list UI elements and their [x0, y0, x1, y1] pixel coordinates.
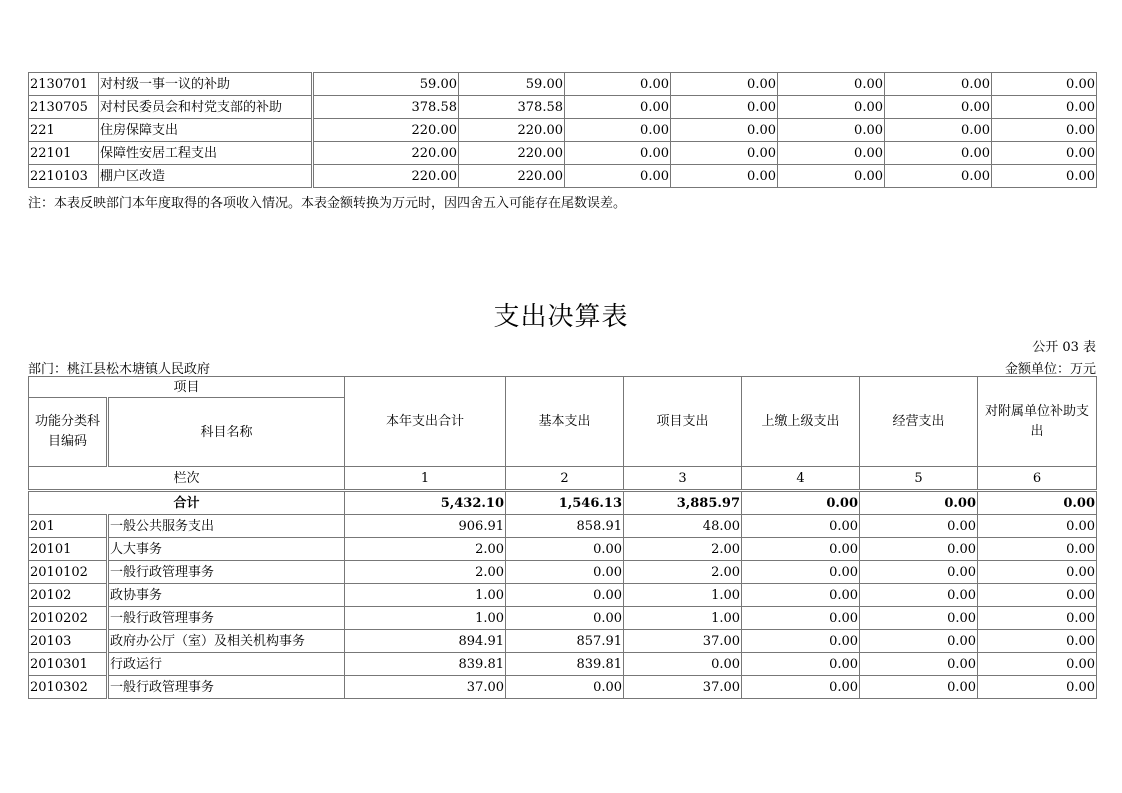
column-number: 2 — [506, 467, 624, 491]
table-row — [29, 676, 1097, 699]
row-value: 839.81 — [345, 653, 506, 676]
row-name: 一般行政管理事务 — [108, 676, 345, 699]
row-value: 0.00 — [978, 630, 1097, 653]
row-value: 0.00 — [885, 73, 992, 96]
row-code: 20102 — [29, 584, 108, 607]
income-table-continuation — [28, 72, 1097, 188]
row-code: 2130701 — [29, 73, 99, 96]
row-value: 0.00 — [778, 142, 885, 165]
row-value: 0.00 — [860, 515, 978, 538]
row-value: 857.91 — [506, 630, 624, 653]
row-value: 37.00 — [345, 676, 506, 699]
row-value: 378.58 — [459, 96, 565, 119]
row-value: 0.00 — [978, 607, 1097, 630]
row-name: 对村民委员会和村党支部的补助 — [99, 96, 313, 119]
header-col-basic: 基本支出 — [506, 377, 624, 467]
column-number: 3 — [624, 467, 742, 491]
amount-unit-label: 金额单位：万元 — [1004, 362, 1096, 377]
row-value: 0.00 — [860, 538, 978, 561]
row-value: 0.00 — [671, 119, 778, 142]
header-col-project: 项目支出 — [624, 377, 742, 467]
row-code: 2210103 — [29, 165, 99, 188]
row-value: 1.00 — [345, 607, 506, 630]
row-value: 0.00 — [506, 561, 624, 584]
column-number: 4 — [742, 467, 860, 491]
row-value: 0.00 — [742, 630, 860, 653]
row-value: 0.00 — [671, 96, 778, 119]
row-value: 0.00 — [671, 142, 778, 165]
row-value: 220.00 — [313, 119, 459, 142]
row-value: 0.00 — [978, 584, 1097, 607]
row-name: 保障性安居工程支出 — [99, 142, 313, 165]
table-row — [29, 653, 1097, 676]
row-code: 20103 — [29, 630, 108, 653]
row-value: 0.00 — [860, 584, 978, 607]
row-value: 0.00 — [978, 538, 1097, 561]
table-row — [29, 584, 1097, 607]
header-col-remit: 上缴上级支出 — [742, 377, 860, 467]
row-value: 0.00 — [860, 630, 978, 653]
page-title: 支出决算表 — [493, 302, 629, 332]
row-value: 0.00 — [992, 119, 1097, 142]
table-row — [29, 96, 1097, 119]
row-name: 棚户区改造 — [99, 165, 313, 188]
row-value: 220.00 — [459, 165, 565, 188]
row-code: 2010301 — [29, 653, 108, 676]
row-value: 0.00 — [860, 561, 978, 584]
total-value: 0.00 — [742, 491, 860, 515]
row-name: 一般行政管理事务 — [108, 561, 345, 584]
header-col-operating: 经营支出 — [860, 377, 978, 467]
row-value: 0.00 — [742, 653, 860, 676]
row-value: 0.00 — [860, 676, 978, 699]
row-value: 0.00 — [742, 676, 860, 699]
row-value: 0.00 — [778, 165, 885, 188]
total-value: 1,546.13 — [506, 491, 624, 515]
row-value: 0.00 — [860, 653, 978, 676]
department-label: 部门：桃江县松木塘镇人民政府 — [28, 362, 211, 377]
row-code: 2130705 — [29, 96, 99, 119]
row-value: 0.00 — [506, 584, 624, 607]
row-value: 0.00 — [778, 96, 885, 119]
header-code: 功能分类科目编码 — [29, 398, 108, 467]
row-value: 220.00 — [459, 119, 565, 142]
table-row — [29, 515, 1097, 538]
total-value: 3,885.97 — [624, 491, 742, 515]
header-col-total: 本年支出合计 — [345, 377, 506, 467]
row-value: 220.00 — [313, 142, 459, 165]
expenditure-table — [28, 376, 1097, 699]
row-value: 0.00 — [885, 96, 992, 119]
row-value: 0.00 — [742, 584, 860, 607]
row-value: 1.00 — [624, 584, 742, 607]
row-value: 0.00 — [742, 561, 860, 584]
row-value: 0.00 — [742, 515, 860, 538]
row-value: 0.00 — [506, 676, 624, 699]
row-value: 0.00 — [778, 119, 885, 142]
row-value: 0.00 — [624, 653, 742, 676]
table-row — [29, 538, 1097, 561]
row-value: 1.00 — [624, 607, 742, 630]
row-value: 0.00 — [565, 73, 671, 96]
header-item: 项目 — [29, 377, 345, 398]
column-number-label: 栏次 — [29, 467, 345, 491]
row-value: 1.00 — [345, 584, 506, 607]
row-value: 0.00 — [885, 142, 992, 165]
row-value: 0.00 — [978, 653, 1097, 676]
row-value: 59.00 — [459, 73, 565, 96]
row-name: 政协事务 — [108, 584, 345, 607]
row-value: 0.00 — [671, 165, 778, 188]
header-name: 科目名称 — [108, 398, 345, 467]
row-value: 0.00 — [671, 73, 778, 96]
row-value: 0.00 — [885, 119, 992, 142]
row-name: 政府办公厅（室）及相关机构事务 — [108, 630, 345, 653]
column-number: 5 — [860, 467, 978, 491]
row-value: 37.00 — [624, 630, 742, 653]
row-value: 0.00 — [992, 165, 1097, 188]
row-value: 2.00 — [345, 538, 506, 561]
row-name: 一般公共服务支出 — [108, 515, 345, 538]
table-row — [29, 607, 1097, 630]
row-code: 201 — [29, 515, 108, 538]
row-value: 0.00 — [978, 515, 1097, 538]
form-code: 公开 03 表 — [1032, 340, 1096, 355]
row-value: 0.00 — [742, 538, 860, 561]
row-code: 2010302 — [29, 676, 108, 699]
total-value: 0.00 — [978, 491, 1097, 515]
row-value: 0.00 — [565, 142, 671, 165]
row-code: 22101 — [29, 142, 99, 165]
row-code: 221 — [29, 119, 99, 142]
total-label: 合计 — [29, 491, 345, 515]
row-value: 0.00 — [992, 96, 1097, 119]
row-code: 2010202 — [29, 607, 108, 630]
row-name: 人大事务 — [108, 538, 345, 561]
row-value: 0.00 — [565, 165, 671, 188]
table-row — [29, 142, 1097, 165]
table-note: 注：本表反映部门本年度取得的各项收入情况。本表金额转换为万元时，因四舍五入可能存在尾数误差。 — [28, 196, 627, 211]
column-number: 6 — [978, 467, 1097, 491]
row-name: 对村级一事一议的补助 — [99, 73, 313, 96]
row-value: 0.00 — [992, 142, 1097, 165]
row-value: 894.91 — [345, 630, 506, 653]
row-value: 48.00 — [624, 515, 742, 538]
row-value: 906.91 — [345, 515, 506, 538]
row-value: 2.00 — [624, 561, 742, 584]
row-value: 0.00 — [860, 607, 978, 630]
row-value: 839.81 — [506, 653, 624, 676]
row-value: 0.00 — [742, 607, 860, 630]
row-code: 20101 — [29, 538, 108, 561]
row-value: 2.00 — [624, 538, 742, 561]
table-row — [29, 630, 1097, 653]
row-value: 0.00 — [506, 607, 624, 630]
row-value: 0.00 — [506, 538, 624, 561]
row-value: 378.58 — [313, 96, 459, 119]
table-row — [29, 119, 1097, 142]
row-value: 0.00 — [992, 73, 1097, 96]
header-col-subsidy: 对附属单位补助支出 — [978, 377, 1097, 467]
row-value: 37.00 — [624, 676, 742, 699]
total-value: 5,432.10 — [345, 491, 506, 515]
table-row — [29, 561, 1097, 584]
row-value: 0.00 — [885, 165, 992, 188]
column-number: 1 — [345, 467, 506, 491]
row-value: 0.00 — [778, 73, 885, 96]
row-value: 0.00 — [565, 119, 671, 142]
row-value: 0.00 — [978, 676, 1097, 699]
row-name: 一般行政管理事务 — [108, 607, 345, 630]
row-value: 858.91 — [506, 515, 624, 538]
table-row — [29, 73, 1097, 96]
row-value: 220.00 — [313, 165, 459, 188]
row-value: 59.00 — [313, 73, 459, 96]
row-value: 0.00 — [978, 561, 1097, 584]
row-value: 2.00 — [345, 561, 506, 584]
total-value: 0.00 — [860, 491, 978, 515]
row-value: 220.00 — [459, 142, 565, 165]
row-value: 0.00 — [565, 96, 671, 119]
row-name: 行政运行 — [108, 653, 345, 676]
table-row — [29, 165, 1097, 188]
row-name: 住房保障支出 — [99, 119, 313, 142]
row-code: 2010102 — [29, 561, 108, 584]
